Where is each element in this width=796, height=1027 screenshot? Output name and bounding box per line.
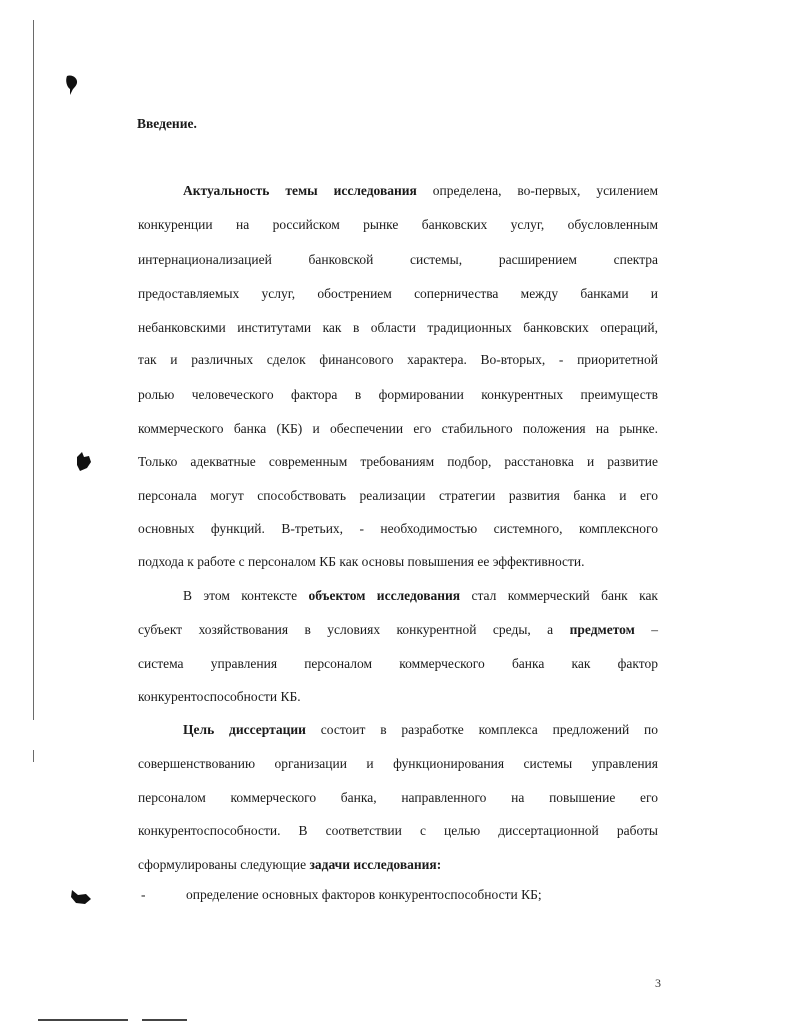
para2-line2-pre: субъект хозяйствования в условиях конкурентной среды, а xyxy=(138,622,570,637)
para2-line1 xyxy=(183,586,658,606)
para1-lead-bold: Актуальность темы исследования xyxy=(183,183,417,198)
para3-line1-text: состоит в разработке комплекса предложений по xyxy=(305,722,658,737)
para3-tasks-bold: задачи исследования: xyxy=(309,857,442,872)
para3-line5 xyxy=(138,855,658,875)
binding-hole-mark-bottom xyxy=(70,889,92,907)
para1-line4: предоставляемых услуг, обострением соперничества между банками и xyxy=(138,286,658,301)
para2-line3: система управления персоналом коммерческого банка как фактор xyxy=(138,656,658,671)
para3-line1 xyxy=(183,720,658,740)
para1-line3: интернационализацией банковской системы, расширением спектра xyxy=(138,252,658,267)
para1-line12: подхода к работе с персоналом КБ как основы повышения ее эффективности. xyxy=(138,554,585,569)
para1-line5: небанковскими институтами как в области традиционных банковских операций, xyxy=(138,320,658,335)
scan-artifact-bottom-1 xyxy=(38,1019,128,1021)
para1-line6: так и различных сделок финансового характера. Во-вторых, - приоритетной xyxy=(138,352,658,367)
para2-line1-pre: В этом контексте xyxy=(183,588,309,603)
para3-line3: персоналом коммерческого банка, направленного на повышение его xyxy=(138,790,658,805)
page-number: 3 xyxy=(655,976,661,990)
para1-line1-text: определена, во-первых, усилением xyxy=(416,183,658,198)
para3-line4: конкурентоспособности. В соответствии с целью диссертационной работы xyxy=(138,823,658,838)
para2-line2-post: – xyxy=(634,622,659,637)
para1-line8: коммерческого банка (КБ) и обеспечении его стабильного положения на рынке. xyxy=(138,421,658,436)
list-item-1: определение основных факторов конкурентоспособности КБ; xyxy=(186,887,542,902)
para2-line4: конкурентоспособности КБ. xyxy=(138,689,301,704)
para1-line2: конкуренции на российском рынке банковских услуг, обусловленным xyxy=(138,217,658,232)
para3-lead-bold: Цель диссертации xyxy=(183,722,306,737)
section-heading: Введение. xyxy=(137,116,197,131)
binding-hole-mark-top xyxy=(64,74,80,96)
para1-line11: основных функций. В-третьих, - необходимостью системного, комплексного xyxy=(138,521,658,536)
para2-object-bold: объектом исследования xyxy=(308,588,461,603)
para2-subject-bold: предметом xyxy=(569,622,635,637)
para2-line1-post: стал коммерческий банк как xyxy=(460,588,658,603)
para2-line2 xyxy=(138,620,658,640)
scan-artifact-bottom-2 xyxy=(142,1019,187,1021)
para1-line1 xyxy=(183,181,658,201)
para1-line7: ролью человеческого фактора в формировании конкурентных преимуществ xyxy=(138,387,658,402)
para1-line9: Только адекватные современным требованиям подбор, расстановка и развитие xyxy=(138,454,658,469)
scan-margin-line-lower xyxy=(33,750,34,762)
binding-hole-mark-middle xyxy=(75,451,93,473)
para3-line5-pre: сформулированы следующие xyxy=(138,857,310,872)
para3-line2: совершенствованию организации и функционирования системы управления xyxy=(138,756,658,771)
list-dash: - xyxy=(141,887,146,902)
scan-margin-line xyxy=(33,20,34,720)
para1-line10: персонала могут способствовать реализации стратегии развития банка и его xyxy=(138,488,658,503)
